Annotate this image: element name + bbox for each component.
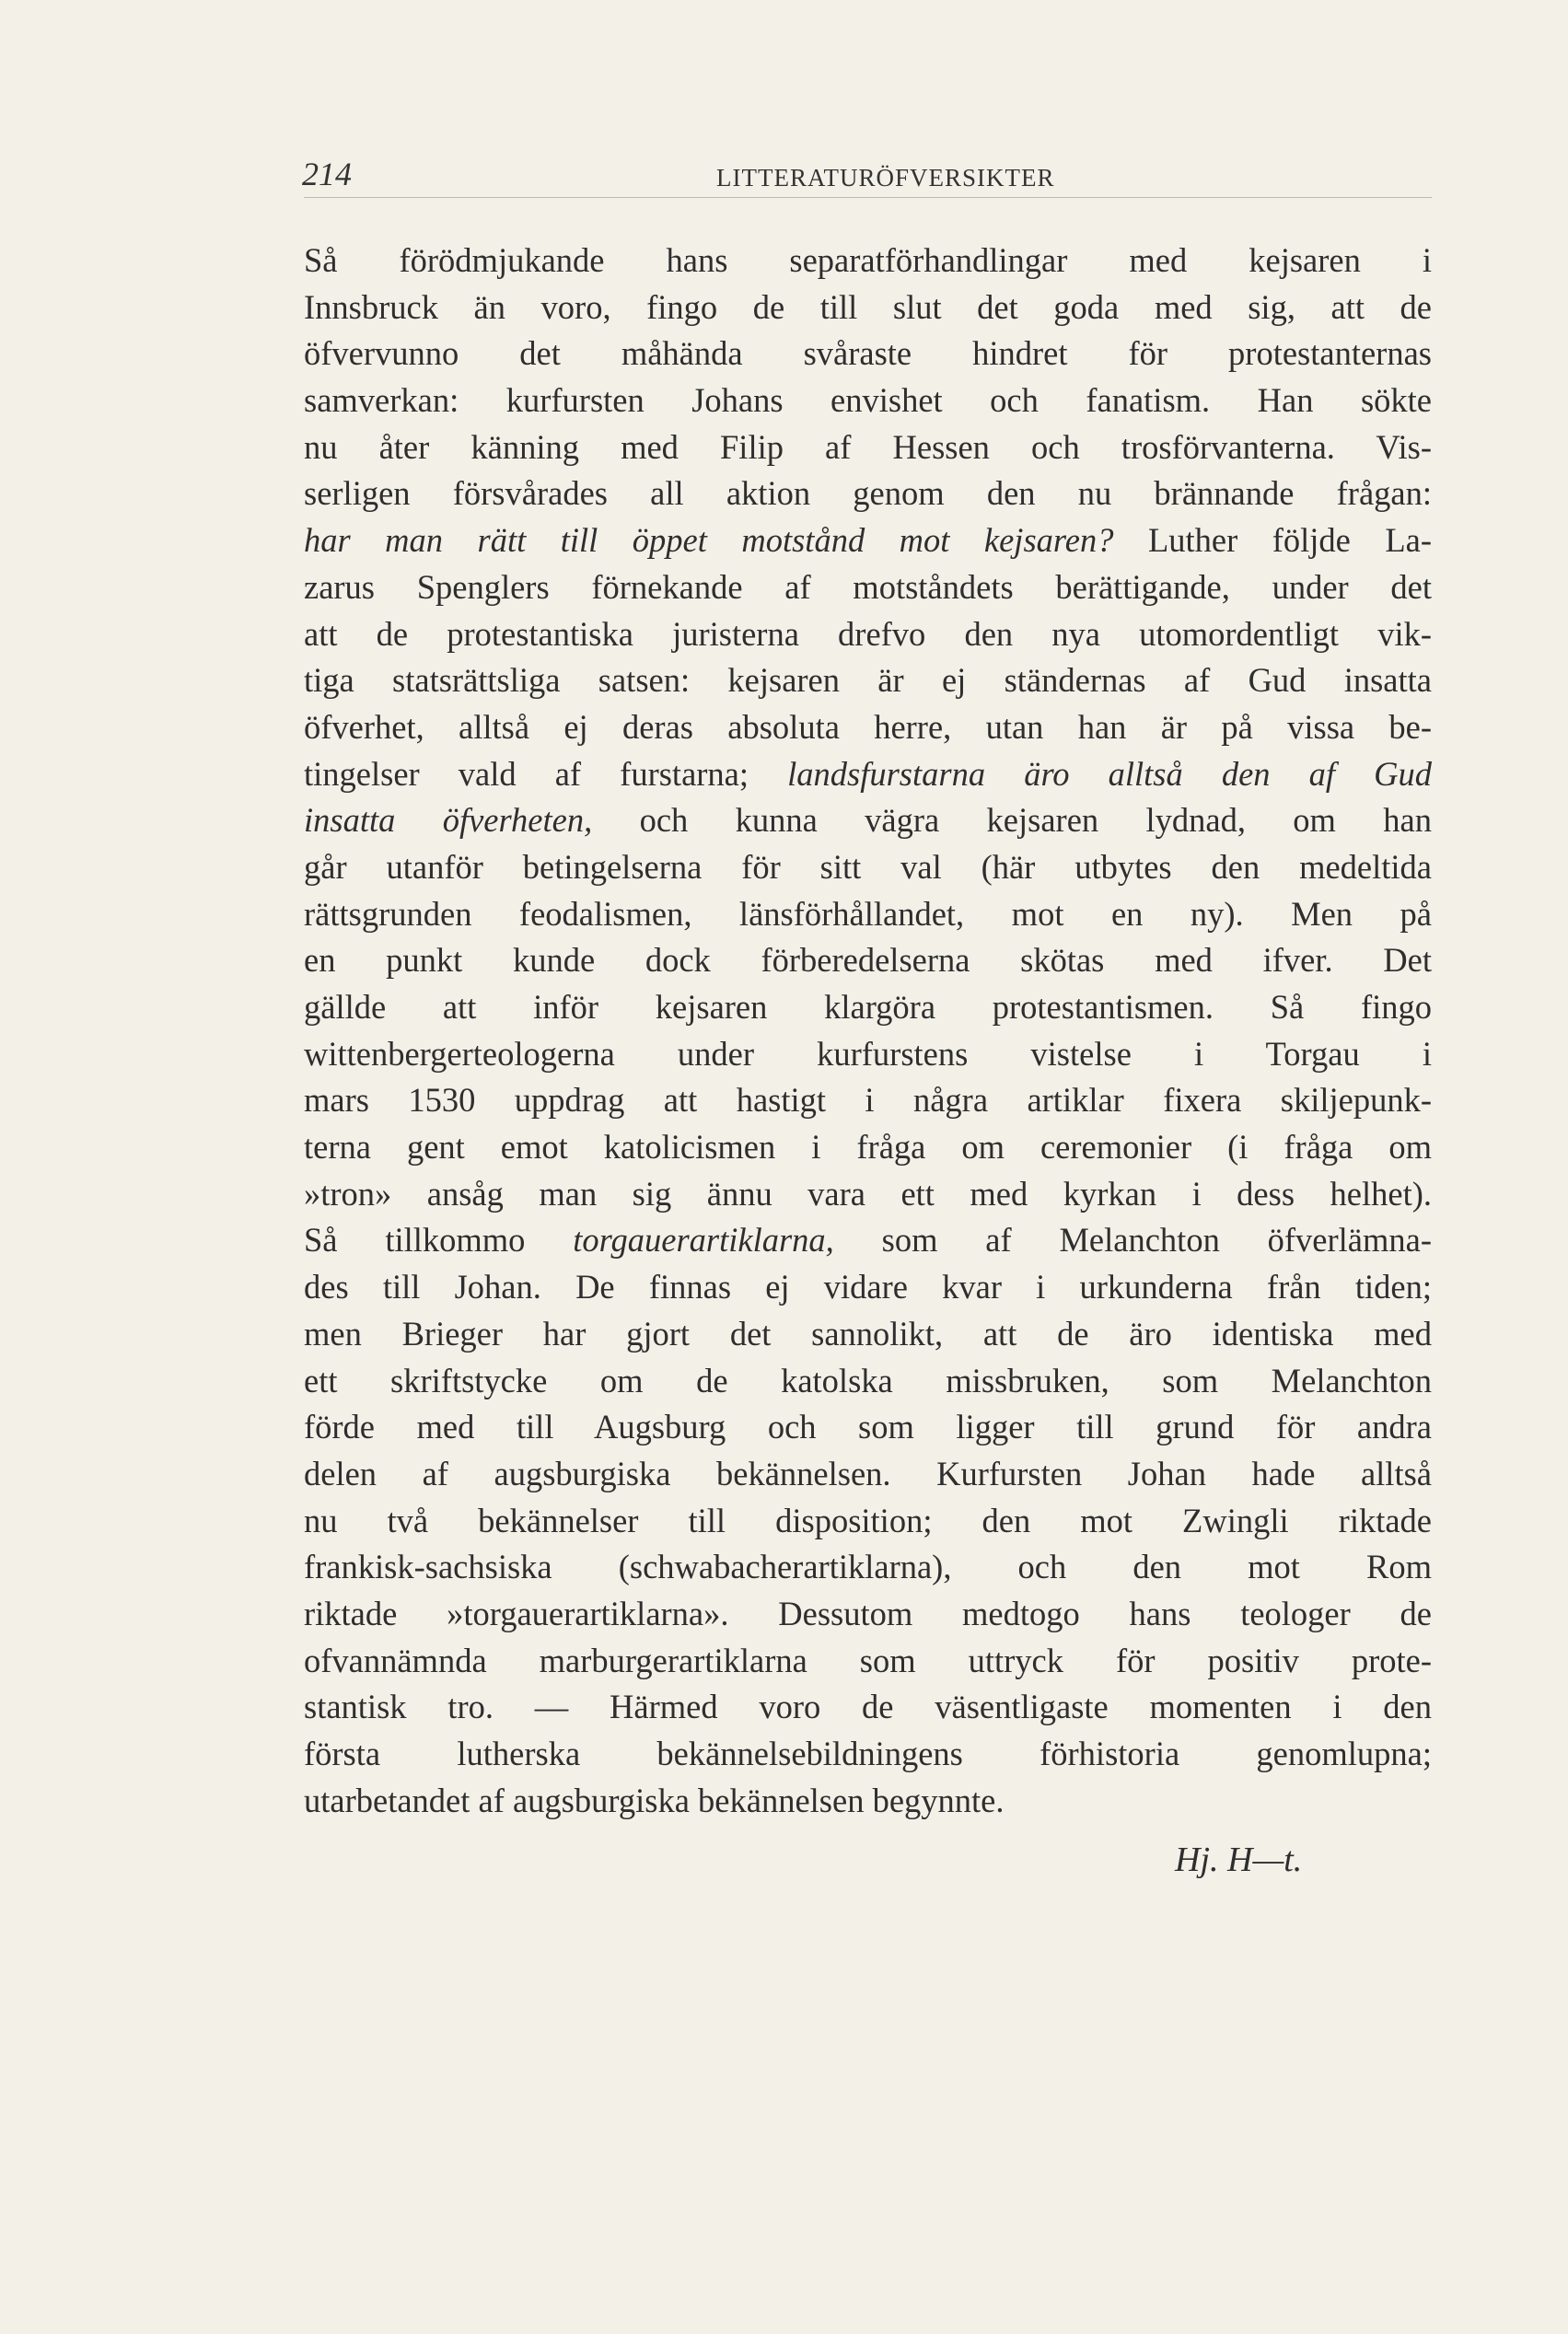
- italic-phrase: har man rätt till öppet motstånd mot kejsaren?: [304, 521, 1114, 560]
- text-line: [304, 377, 1432, 424]
- text-line: [304, 1451, 1432, 1498]
- text-line: [304, 1498, 1432, 1545]
- text-segment: första lutherska bekännelsebildningens förhistoria genomlupna;: [304, 1735, 1432, 1772]
- text-segment: utarbetandet af augsburgiska bekännelsen begynnte.: [304, 1781, 1005, 1819]
- header-rule: [304, 197, 1432, 198]
- text-line: [304, 424, 1432, 471]
- text-line: [304, 1731, 1432, 1778]
- text-line: [304, 331, 1432, 377]
- text-segment: ett skriftstycke om de katolska missbruken, som Melanchton: [304, 1361, 1432, 1399]
- text-line: [304, 704, 1432, 751]
- text-segment: öfvervunno det måhända svåraste hindret för protestanternas: [304, 334, 1432, 373]
- text-line: [304, 1031, 1432, 1078]
- text-segment: tingelser vald af furstarna;: [304, 754, 788, 793]
- text-line: [304, 1684, 1432, 1731]
- text-segment: zarus Spenglers förnekande af motståndets berättigande, under det: [304, 567, 1432, 606]
- body-text: [304, 238, 1432, 1824]
- text-segment: som af Melanchton öfverlämna-: [833, 1221, 1432, 1260]
- text-segment: en punkt kunde dock förberedelserna skötas med ifver. Det: [304, 941, 1432, 980]
- text-segment: ofvannämnda marburgerartiklarna som uttryck för positiv prote-: [304, 1641, 1432, 1679]
- text-line: [304, 284, 1432, 331]
- text-line: [304, 611, 1432, 658]
- text-line: [304, 1217, 1432, 1264]
- text-segment: delen af augsburgiska bekännelsen. Kurfursten Johan hade alltså: [304, 1454, 1432, 1492]
- text-segment: men Brieger har gjort det sannolikt, att de äro identiska med: [304, 1314, 1432, 1353]
- text-line: [304, 1311, 1432, 1358]
- text-segment: nu åter känning med Filip af Hessen och trosförvanterna. Vis-: [304, 427, 1432, 466]
- text-line: [304, 1264, 1432, 1311]
- text-segment: stantisk tro. — Härmed voro de väsentligaste momenten i den: [304, 1688, 1432, 1726]
- text-segment: Så tillkommo: [304, 1221, 574, 1260]
- text-segment: riktade »torgauerartiklarna». Dessutom medtogo hans teologer de: [304, 1594, 1432, 1632]
- text-segment: nu två bekännelser till disposition; den mot Zwingli riktade: [304, 1501, 1432, 1539]
- text-segment: går utanför betingelserna för sitt val (här utbytes den medeltida: [304, 847, 1432, 886]
- text-segment: Innsbruck än voro, fingo de till slut det goda med sig, att de: [304, 287, 1432, 326]
- running-head: LITTERATURÖFVERSIKTER: [716, 164, 1055, 192]
- text-line: [304, 751, 1432, 798]
- text-line: [304, 470, 1432, 517]
- text-line: [304, 1544, 1432, 1591]
- text-segment: frankisk-sachsiska (schwabacherartiklarna), och den mot Rom: [304, 1548, 1432, 1586]
- text-segment: gällde att inför kejsaren klargöra protestantismen. Så fingo: [304, 988, 1432, 1026]
- text-segment: rättsgrunden feodalismen, länsförhållandet, mot en ny). Men på: [304, 894, 1432, 933]
- italic-phrase: landsfurstarna äro alltså den af Gud: [787, 754, 1432, 793]
- text-segment: och kunna vägra kejsaren lydnad, om han: [592, 801, 1432, 840]
- italic-phrase: insatta öfverheten,: [304, 801, 593, 840]
- text-line: [304, 984, 1432, 1031]
- text-segment: Så förödmjukande hans separatförhandlingar med kejsaren i: [304, 241, 1432, 279]
- text-segment: att de protestantiska juristerna drefvo den nya utomordentligt vik-: [304, 614, 1432, 653]
- text-segment: wittenbergerteologerna under kurfurstens vistelse i Torgau i: [304, 1034, 1432, 1073]
- text-line: [304, 238, 1432, 284]
- text-segment: »tron» ansåg man sig ännu vara ett med kyrkan i dess helhet).: [304, 1174, 1432, 1213]
- text-segment: tiga statsrättsliga satsen: kejsaren är ej ständernas af Gud insatta: [304, 661, 1432, 700]
- page-header: [302, 147, 1434, 203]
- text-line: [304, 1171, 1432, 1218]
- text-segment: terna gent emot katolicismen i fråga om ceremonier (i fråga om: [304, 1128, 1432, 1167]
- author-signature: Hj. H—t.: [1175, 1840, 1303, 1879]
- text-line: [304, 657, 1432, 704]
- page-number: 214: [302, 156, 352, 192]
- text-line: [304, 1124, 1432, 1171]
- text-segment: förde med till Augsburg och som ligger till grund för andra: [304, 1408, 1432, 1446]
- text-segment: serligen försvårades all aktion genom den nu brännande frågan:: [304, 474, 1432, 513]
- text-line: [304, 517, 1432, 564]
- text-line: [304, 1077, 1432, 1124]
- text-line: [304, 1591, 1432, 1638]
- text-line: [304, 891, 1432, 938]
- text-line: [304, 1358, 1432, 1405]
- text-line: [304, 1778, 1432, 1825]
- text-line: [304, 1404, 1432, 1451]
- text-line: [304, 1638, 1432, 1685]
- text-line: [304, 937, 1432, 984]
- text-segment: samverkan: kurfursten Johans envishet och fanatism. Han sökte: [304, 381, 1432, 420]
- text-line: [304, 844, 1432, 891]
- text-segment: des till Johan. De finnas ej vidare kvar i urkunderna från tiden;: [304, 1268, 1432, 1306]
- text-segment: öfverhet, alltså ej deras absoluta herre, utan han är på vissa be-: [304, 707, 1432, 746]
- text-line: [304, 797, 1432, 844]
- italic-phrase: torgauerartiklarna,: [573, 1221, 834, 1260]
- text-segment: mars 1530 uppdrag att hastigt i några artiklar fixera skiljepunk-: [304, 1081, 1432, 1120]
- text-line: [304, 564, 1432, 611]
- text-segment: Luther följde La-: [1113, 521, 1432, 560]
